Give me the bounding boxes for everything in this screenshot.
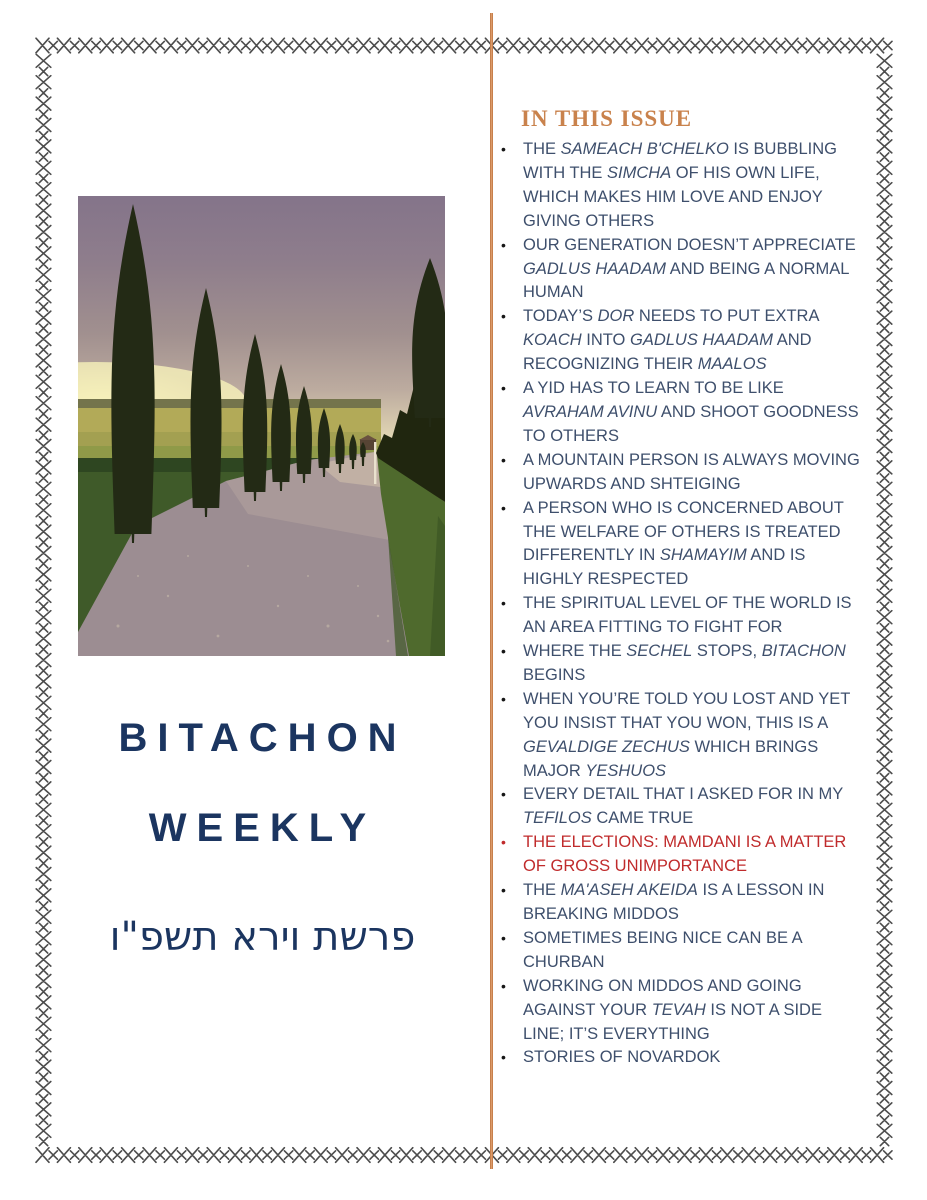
toc-item: [497, 975, 867, 1047]
bullet-icon: •: [501, 308, 506, 325]
bullet-icon: •: [501, 141, 506, 157]
toc-item: [497, 305, 867, 377]
toc-item-text: A YID HAS TO LEARN TO BE LIKE AVRAHAM AVINU AND SHOOT GOODNESS TO OTHERS: [523, 379, 859, 445]
toc-item: [497, 138, 867, 234]
toc-item-text: WHERE THE SECHEL STOPS, BITACHON BEGINS: [523, 642, 846, 684]
toc-item-text: THE ELECTIONS: MAMDANI IS A MATTER OF GROSS UNIMPORTANCE: [523, 833, 847, 876]
toc-item: [497, 640, 867, 688]
toc-item: [497, 783, 867, 831]
bullet-icon: •: [501, 595, 506, 612]
bullet-icon: •: [501, 786, 506, 803]
toc-item: [497, 497, 867, 593]
toc-item: [497, 449, 867, 497]
toc-item-text: OUR GENERATION DOESN’T APPRECIATE GADLUS HAADAM AND BEING A NORMAL HUMAN: [523, 235, 856, 302]
column-divider-line: [490, 13, 493, 1169]
bullet-icon: •: [501, 977, 506, 994]
toc-item-text: THE SPIRITUAL LEVEL OF THE WORLD IS AN AREA FITTING TO FIGHT FOR: [523, 594, 852, 637]
toc-item: [497, 234, 867, 306]
toc-item-text: WORKING ON MIDDOS AND GOING AGAINST YOUR TEVAH IS NOT A SIDE LINE; IT’S EVERYTHING: [523, 976, 822, 1043]
bullet-icon: •: [501, 834, 506, 851]
toc-item-text: TODAY’S DOR NEEDS TO PUT EXTRA KOACH INTO GADLUS HAADAM AND RECOGNIZING THEIR MAALOS: [523, 307, 819, 374]
bullet-icon: •: [501, 882, 506, 899]
toc-item: [497, 592, 867, 640]
toc-item-text: A MOUNTAIN PERSON IS ALWAYS MOVING UPWARDS AND SHTEIGING: [523, 450, 860, 493]
masthead-title-line1: BITACHON: [118, 716, 407, 760]
bullet-icon: •: [501, 643, 506, 660]
bullet-icon: •: [501, 499, 506, 516]
toc-item: [497, 1046, 867, 1070]
toc-heading: IN THIS ISSUE: [521, 106, 693, 131]
masthead-subtitle-hebrew: פרשת וירא תשפ"ו: [109, 914, 416, 960]
toc-item: [497, 879, 867, 927]
toc-item-text: STORIES OF NOVARDOK: [523, 1048, 721, 1067]
toc-item: [497, 688, 867, 784]
toc-list: [497, 138, 867, 1070]
toc-item-text: WHEN YOU’RE TOLD YOU LOST AND YET YOU INSIST THAT YOU WON, THIS IS A GEVALDIGE ZECHUS WHICH BRINGS MAJOR YESHUOS: [523, 689, 851, 780]
cypress-road-photo: [78, 196, 445, 656]
bullet-icon: •: [501, 690, 506, 707]
photo-scene-drawing: [78, 196, 445, 656]
toc-item: [497, 927, 867, 975]
toc-item: [497, 377, 867, 449]
toc-item-text: THE SAMEACH B'CHELKO IS BUBBLING WITH THE SIMCHA OF HIS OWN LIFE, WHICH MAKES HIM LOVE AND ENJOY GIVING OTHERS: [523, 140, 837, 230]
toc-item-text: SOMETIMES BEING NICE CAN BE A CHURBAN: [523, 928, 802, 971]
toc-item-text: A PERSON WHO IS CONCERNED ABOUT THE WELFARE OF OTHERS IS TREATED DIFFERENTLY IN SHAMAYIM AND IS HIGHLY RESPECTED: [523, 498, 844, 589]
toc-item-text: THE MA'ASEH AKEIDA IS A LESSON IN BREAKING MIDDOS: [523, 881, 825, 923]
toc-item-text: EVERY DETAIL THAT I ASKED FOR IN MY TEFILOS CAME TRUE: [523, 785, 844, 828]
bullet-icon: •: [501, 1049, 506, 1066]
bullet-icon: •: [501, 929, 506, 946]
masthead-title-line2: WEEKLY: [148, 806, 377, 850]
bullet-icon: •: [501, 451, 506, 468]
toc-section: [497, 106, 867, 1070]
bullet-icon: •: [501, 236, 506, 253]
bullet-icon: •: [501, 380, 506, 397]
toc-item: [497, 831, 867, 879]
